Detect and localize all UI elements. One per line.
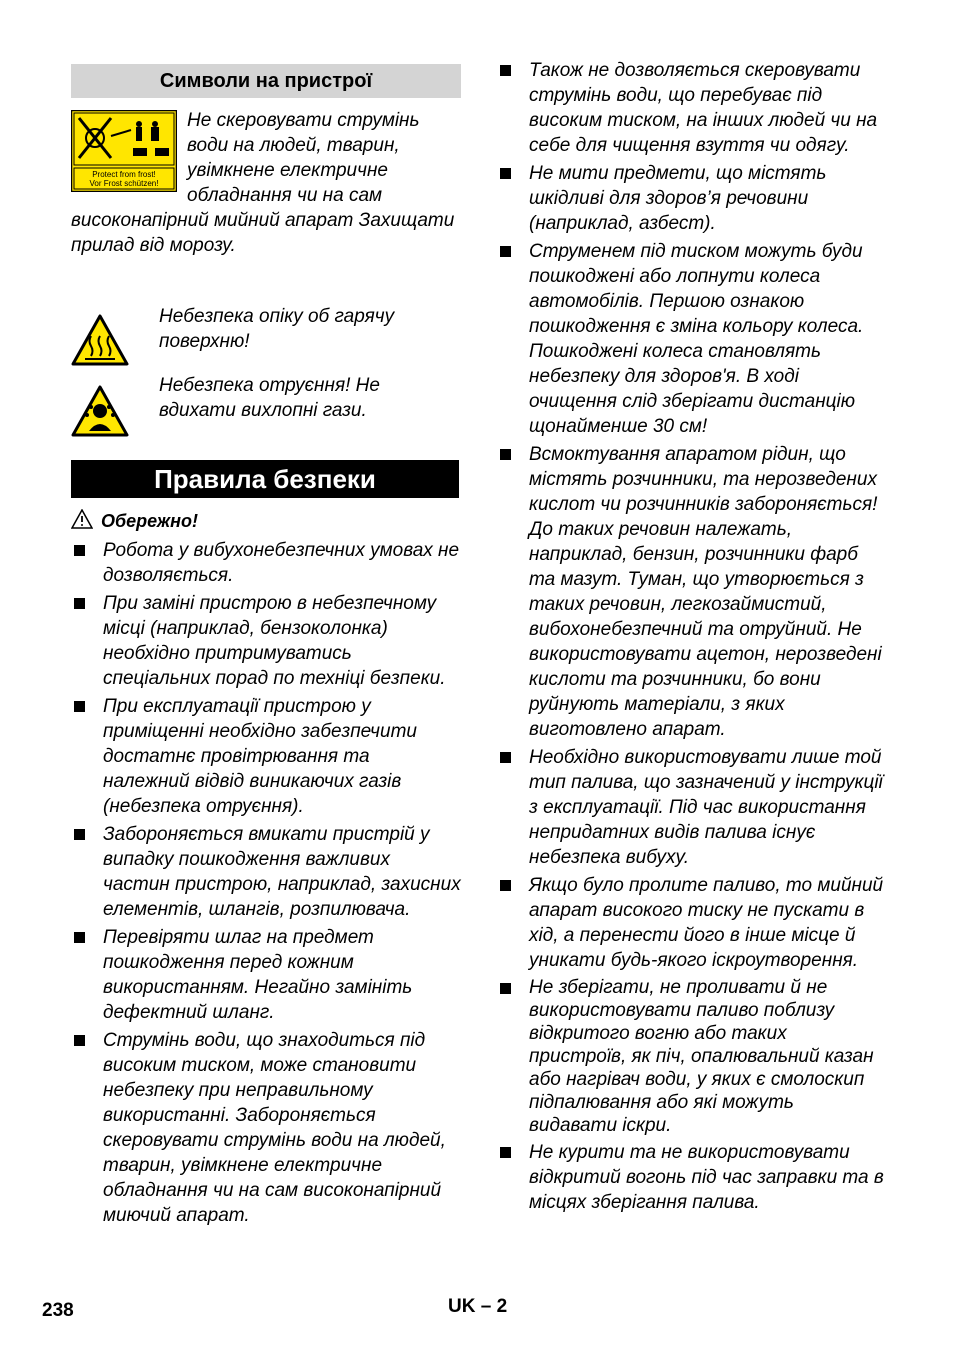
- list-item: Не зберігати, не проливати й не використовувати паливо поблизу відкритого вогню або таких пристроїв, як піч, опалювальний казан або нагрівач води, у яких є смолоскип підпалювання або які можуть видавати іскри.: [497, 976, 887, 1137]
- poison-hazard-text: Небезпека отруєння! Не вдихати вихлопні гази.: [159, 375, 380, 421]
- bullet-square-icon: [500, 65, 511, 76]
- frost-warning-block: [71, 108, 461, 258]
- safety-heading: Правила безпеки: [71, 460, 459, 498]
- burn-hazard-row: [71, 304, 461, 354]
- bullet-square-icon: [74, 545, 85, 556]
- caution-label: Обережно!: [101, 511, 199, 531]
- bullet-square-icon: [74, 598, 85, 609]
- list-item: Також не дозволяється скеровувати струмінь води, що перебуває під високим тиском, на інших людей чи на себе для чищення взуття чи одягу.: [497, 58, 887, 158]
- list-item: Струмінь води, що знаходиться під високим тиском, може становити небезпеку при неправильному використанні. Забороняється скеровувати струмінь води на людей, тварин, увімкнене електричне обладнання чи на сам високонапірний миючий апарат.: [71, 1028, 461, 1228]
- poison-hazard-row: [71, 373, 461, 423]
- safety-list-right: [497, 58, 887, 1218]
- burn-hazard-text: Небезпека опіку об гарячу поверхню!: [159, 306, 395, 352]
- list-item: Струменем під тиском можуть буди пошкоджені або лопнути колеса автомобілів. Першою ознакою пошкодження є зміна кольору колеса. Пошкоджені колеса становлять небезпеку для здоров'я. В ході очищення слід зберігати дистанцію щонайменше 30 см!: [497, 239, 887, 439]
- safety-list-left: [71, 538, 461, 1231]
- warning-triangle-icon: [71, 509, 93, 529]
- language-page-code: UK – 2: [448, 1296, 508, 1317]
- bullet-square-icon: [74, 829, 85, 840]
- list-item: Робота у вибухонебезпечних умовах не дозволяється.: [71, 538, 461, 588]
- list-item: Необхідно використовувати лише той тип палива, що зазначений у інструкції з експлуатації. Під час використання непридатних видів палива існує небезпека вибуху.: [497, 745, 887, 870]
- bullet-square-icon: [74, 932, 85, 943]
- list-item: При заміні пристрою в небезпечному місці (наприклад, бензоколонка) необхідно притримуватись спеціальних порад по техніці безпеки.: [71, 591, 461, 691]
- list-item: Не курити та не використовувати відкритий вогонь під час заправки та в місцях зберігання палива.: [497, 1140, 887, 1215]
- list-item: При експлуатації пристрою у приміщенні необхідно забезпечити достатнє провітрювання та належний відвід виникаючих газів (небезпека отруєння).: [71, 694, 461, 819]
- bullet-square-icon: [74, 701, 85, 712]
- exhaust-gas-icon: [71, 385, 129, 437]
- bullet-square-icon: [500, 1147, 511, 1158]
- list-item: Перевіряти шлаг на предмет пошкодження перед кожним використанням. Негайно замініть дефектний шланг.: [71, 925, 461, 1025]
- page-number: 238: [42, 1300, 74, 1321]
- bullet-square-icon: [500, 246, 511, 257]
- svg-text:Vor Frost schützen!: Vor Frost schützen!: [89, 179, 159, 188]
- list-item: Забороняється вмикати пристрій у випадку пошкодження важливих частин пристрою, наприклад, захисних елементів, шлангів, розпилювача.: [71, 822, 461, 922]
- list-item: Якщо було пролите паливо, то мийний апарат високого тиску не пускати в хід, а перенести його в інше місце й уникати будь-якого іскроутворення.: [497, 873, 887, 973]
- bullet-square-icon: [500, 983, 511, 994]
- symbols-heading: Символи на пристрої: [71, 64, 461, 98]
- bullet-square-icon: [500, 752, 511, 763]
- bullet-square-icon: [74, 1035, 85, 1046]
- symbols-section: [71, 64, 461, 258]
- frost-warning-text: Не скеровувати струмінь води на людей, тварин, увімкнене електричне обладнання чи на сам високонапірний мийний апарат Захищати прилад від морозу.: [71, 110, 455, 256]
- list-item: Не мити предмети, що містять шкідливі для здоров’я речовини (наприклад, азбест).: [497, 161, 887, 236]
- bullet-square-icon: [500, 880, 511, 891]
- device-warning-label-icon: [71, 110, 177, 192]
- list-item: Всмоктування апаратом рідин, що містять розчинники, та нерозведених кислот чи розчинників забороняється! До таких речовин належать, наприклад, бензин, розчинники фарб та мазут. Туман, що утворюється з таких речовин, легкозаймистий, вибохонебезпечний та отруйний. Не використовувати ацетон, нерозведені кислоти та розчинники, бо вони руйнують матеріали, з яких виготовлено апарат.: [497, 442, 887, 742]
- hot-surface-icon: [71, 314, 129, 366]
- bullet-square-icon: [500, 168, 511, 179]
- caution-line: [71, 509, 198, 534]
- bullet-square-icon: [500, 449, 511, 460]
- svg-text:Protect from frost!: Protect from frost!: [92, 170, 156, 179]
